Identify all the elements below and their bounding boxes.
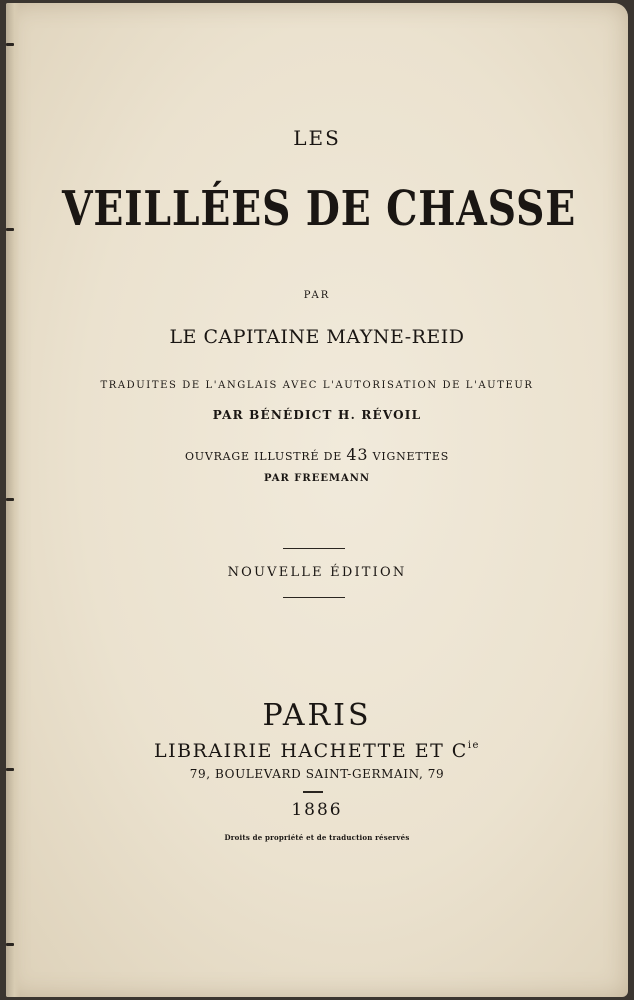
divider-short — [303, 791, 323, 793]
binding-stitch — [6, 228, 14, 231]
rights-notice: Droits de propriété et de traduction réservés — [224, 833, 410, 842]
translator-name: PAR BÉNÉDICT H. RÉVOIL — [212, 408, 422, 422]
by-line: PAR — [303, 290, 331, 301]
publisher-address: 79, BOULEVARD SAINT-GERMAIN, 79 — [189, 767, 445, 781]
illustrations-count: 43 — [346, 445, 369, 464]
publisher-main: LIBRAIRIE HACHETTE ET C — [154, 740, 468, 762]
divider-top — [283, 548, 345, 549]
binding-stitch — [6, 43, 14, 46]
book-title: VEILLÉES DE CHASSE — [61, 181, 577, 237]
illustrations-suffix: VIGNETTES — [372, 450, 450, 463]
translation-note: TRADUITES DE L'ANGLAIS AVEC L'AUTORISATION DE L'AUTEUR — [100, 380, 534, 391]
author-name: LE CAPITAINE MAYNE-REID — [169, 326, 465, 348]
illustrations-line — [6, 445, 628, 464]
publisher-name — [6, 740, 628, 762]
book-title-page — [6, 3, 628, 997]
publication-city: PARIS — [262, 698, 372, 733]
edition-label: NOUVELLE ÉDITION — [227, 565, 407, 580]
publication-year: 1886 — [291, 800, 343, 820]
divider-bottom — [283, 597, 345, 598]
title-article: LES — [293, 126, 341, 150]
binding-stitch — [6, 943, 14, 946]
binding-stitch — [6, 498, 14, 501]
illustrations-prefix: OUVRAGE ILLUSTRÉ DE — [184, 450, 343, 463]
illustrator-name: PAR FREEMANN — [263, 473, 371, 484]
publisher-superscript: ie — [467, 740, 480, 751]
